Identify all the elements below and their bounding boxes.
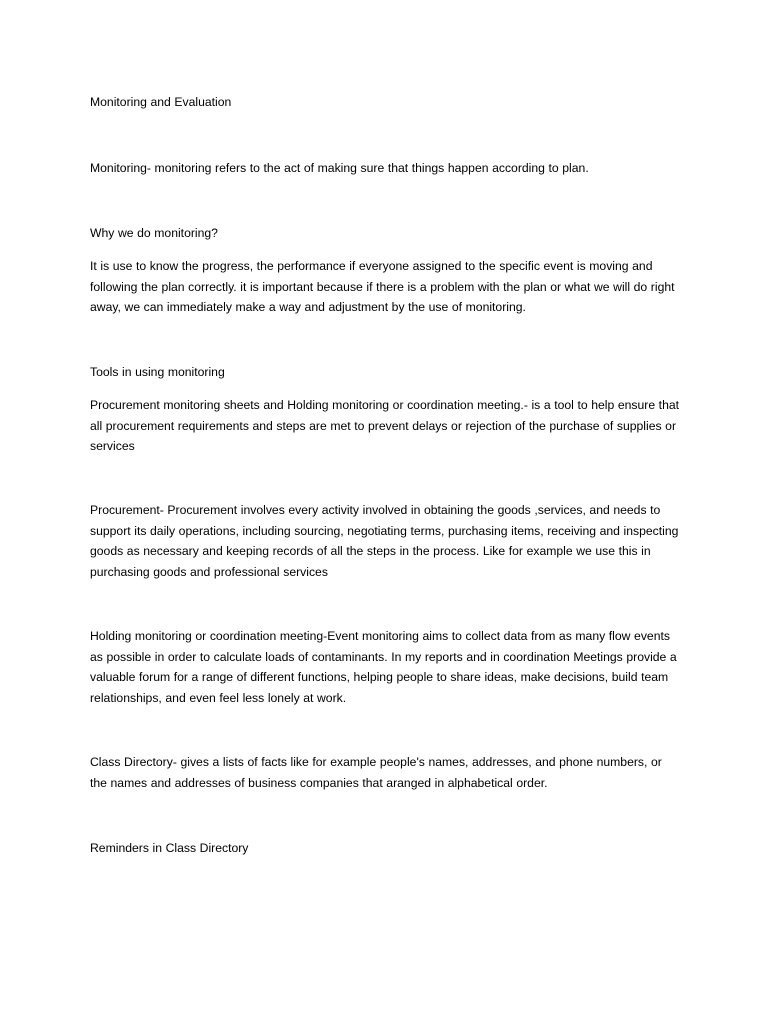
tools-body: Procurement monitoring sheets and Holding monitoring or coordination meeting.- is a tool to help ensure that all procurement requirements and steps are met to prevent delays or rejection of the purchase of supplies or services [90, 398, 680, 453]
monitoring-definition: Monitoring- monitoring refers to the act of making sure that things happen according to plan. [90, 161, 589, 175]
tools-heading: Tools in using monitoring [90, 365, 225, 379]
holding-meeting-body: Holding monitoring or coordination meeting-Event monitoring aims to collect data from as many flow events as possible in order to calculate loads of contaminants. In my reports and in coordination Meetings provide a valuable forum for a range of different functions, helping people to share ideas, make decisions, build team relationships, and even feel less lonely at work. [90, 629, 677, 705]
why-body: It is use to know the progress, the performance if everyone assigned to the specific event is moving and following the plan correctly. it is important because if there is a problem with the plan or what we will do right away, we can immediately make a way and adjustment by the use of monitoring. [90, 259, 675, 314]
reminders-heading: Reminders in Class Directory [90, 841, 249, 855]
class-directory-body: Class Directory- gives a lists of facts like for example people's names, addresses, and phone numbers, or the names and addresses of business companies that aranged in alphabetical order. [90, 755, 662, 790]
document-title: Monitoring and Evaluation [90, 95, 232, 109]
why-heading: Why we do monitoring? [90, 226, 218, 240]
procurement-body: Procurement- Procurement involves every activity involved in obtaining the goods ,services, and needs to support its daily operations, including sourcing, negotiating terms, purchasing items, receiving and inspecting goods as necessary and keeping records of all the steps in the process. Like for example we use this in purchasing goods and professional services [90, 503, 679, 579]
